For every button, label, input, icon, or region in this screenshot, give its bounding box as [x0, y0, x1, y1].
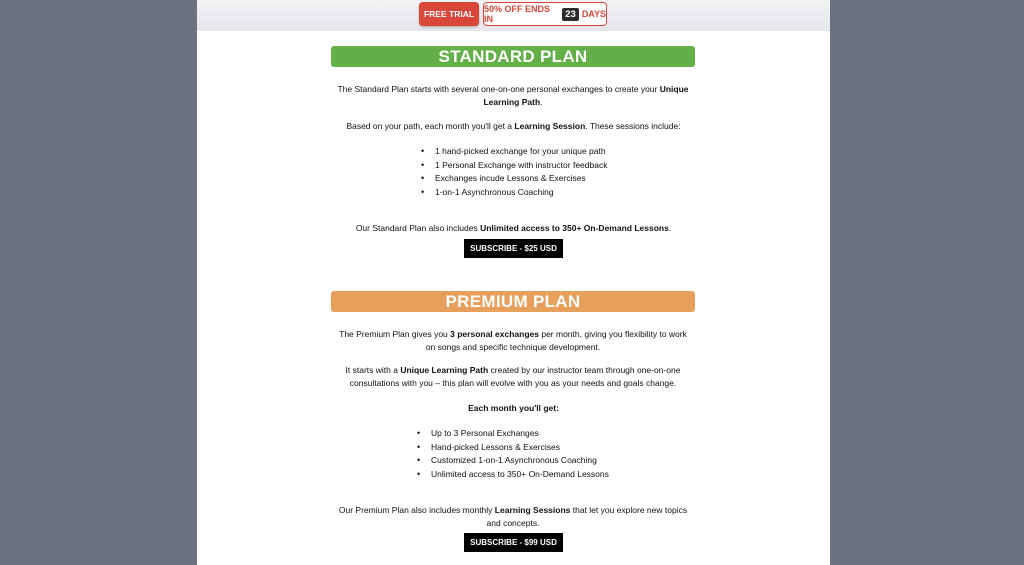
premium-includes: Our Premium Plan also includes monthly Learning Sessions that let you explore new topics and concepts. — [338, 505, 688, 528]
list-item: • 1 Personal Exchange with instructor feedback — [435, 159, 607, 173]
standard-includes: Our Standard Plan also includes Unlimited access to 350+ On-Demand Lessons. — [355, 223, 672, 233]
list-item: • 1 hand-picked exchange for your unique path — [435, 145, 607, 159]
premium-intro: The Premium Plan gives you 3 personal exchanges per month, giving you flexibility to work on songs and specific technique development. — [339, 329, 687, 352]
list-item: • Customized 1-on-1 Asynchronous Coaching — [431, 454, 609, 468]
top-bar — [197, 0, 830, 31]
offer-days-number: 23 — [562, 8, 579, 21]
standard-plan-header-wrap — [197, 46, 830, 67]
premium-feature-list — [431, 427, 609, 481]
standard-plan-title: STANDARD PLAN — [331, 46, 695, 67]
standard-intro: The Standard Plan starts with several one-on-one personal exchanges to create your Unique Learning Path. — [337, 84, 689, 107]
standard-feature-list — [435, 145, 607, 199]
offer-suffix: DAYS — [581, 9, 606, 19]
premium-subscribe-button[interactable]: SUBSCRIBE - $99 USD — [464, 533, 563, 552]
free-trial-button[interactable]: FREE TRIAL — [419, 2, 479, 26]
list-item: • 1-on-1 Asynchronous Coaching — [435, 186, 607, 200]
premium-start-text: It starts with a Unique Learning Path created by our instructor team through one-on-one consultations with you – this plan will evolve with you as your needs and goals change. — [345, 365, 681, 388]
premium-plan-title: PREMIUM PLAN — [331, 291, 695, 312]
list-item: • Up to 3 Personal Exchanges — [431, 427, 609, 441]
list-item: • Unlimited access to 350+ On-Demand Lessons — [431, 468, 609, 482]
list-item: • Hand-picked Lessons & Exercises — [431, 441, 609, 455]
discount-countdown-button[interactable] — [483, 2, 607, 26]
standard-subscribe-button[interactable]: SUBSCRIBE - $25 USD — [464, 239, 563, 258]
offer-prefix: 50% OFF ENDS IN — [484, 4, 551, 24]
premium-each-month: Each month you'll get: — [468, 403, 559, 413]
pricing-page — [197, 0, 830, 565]
list-item: • Exchanges incude Lessons & Exercises — [435, 172, 607, 186]
standard-path-text: Based on your path, each month you'll get a Learning Session. These sessions include: — [346, 121, 681, 131]
premium-plan-header-wrap — [197, 291, 830, 312]
